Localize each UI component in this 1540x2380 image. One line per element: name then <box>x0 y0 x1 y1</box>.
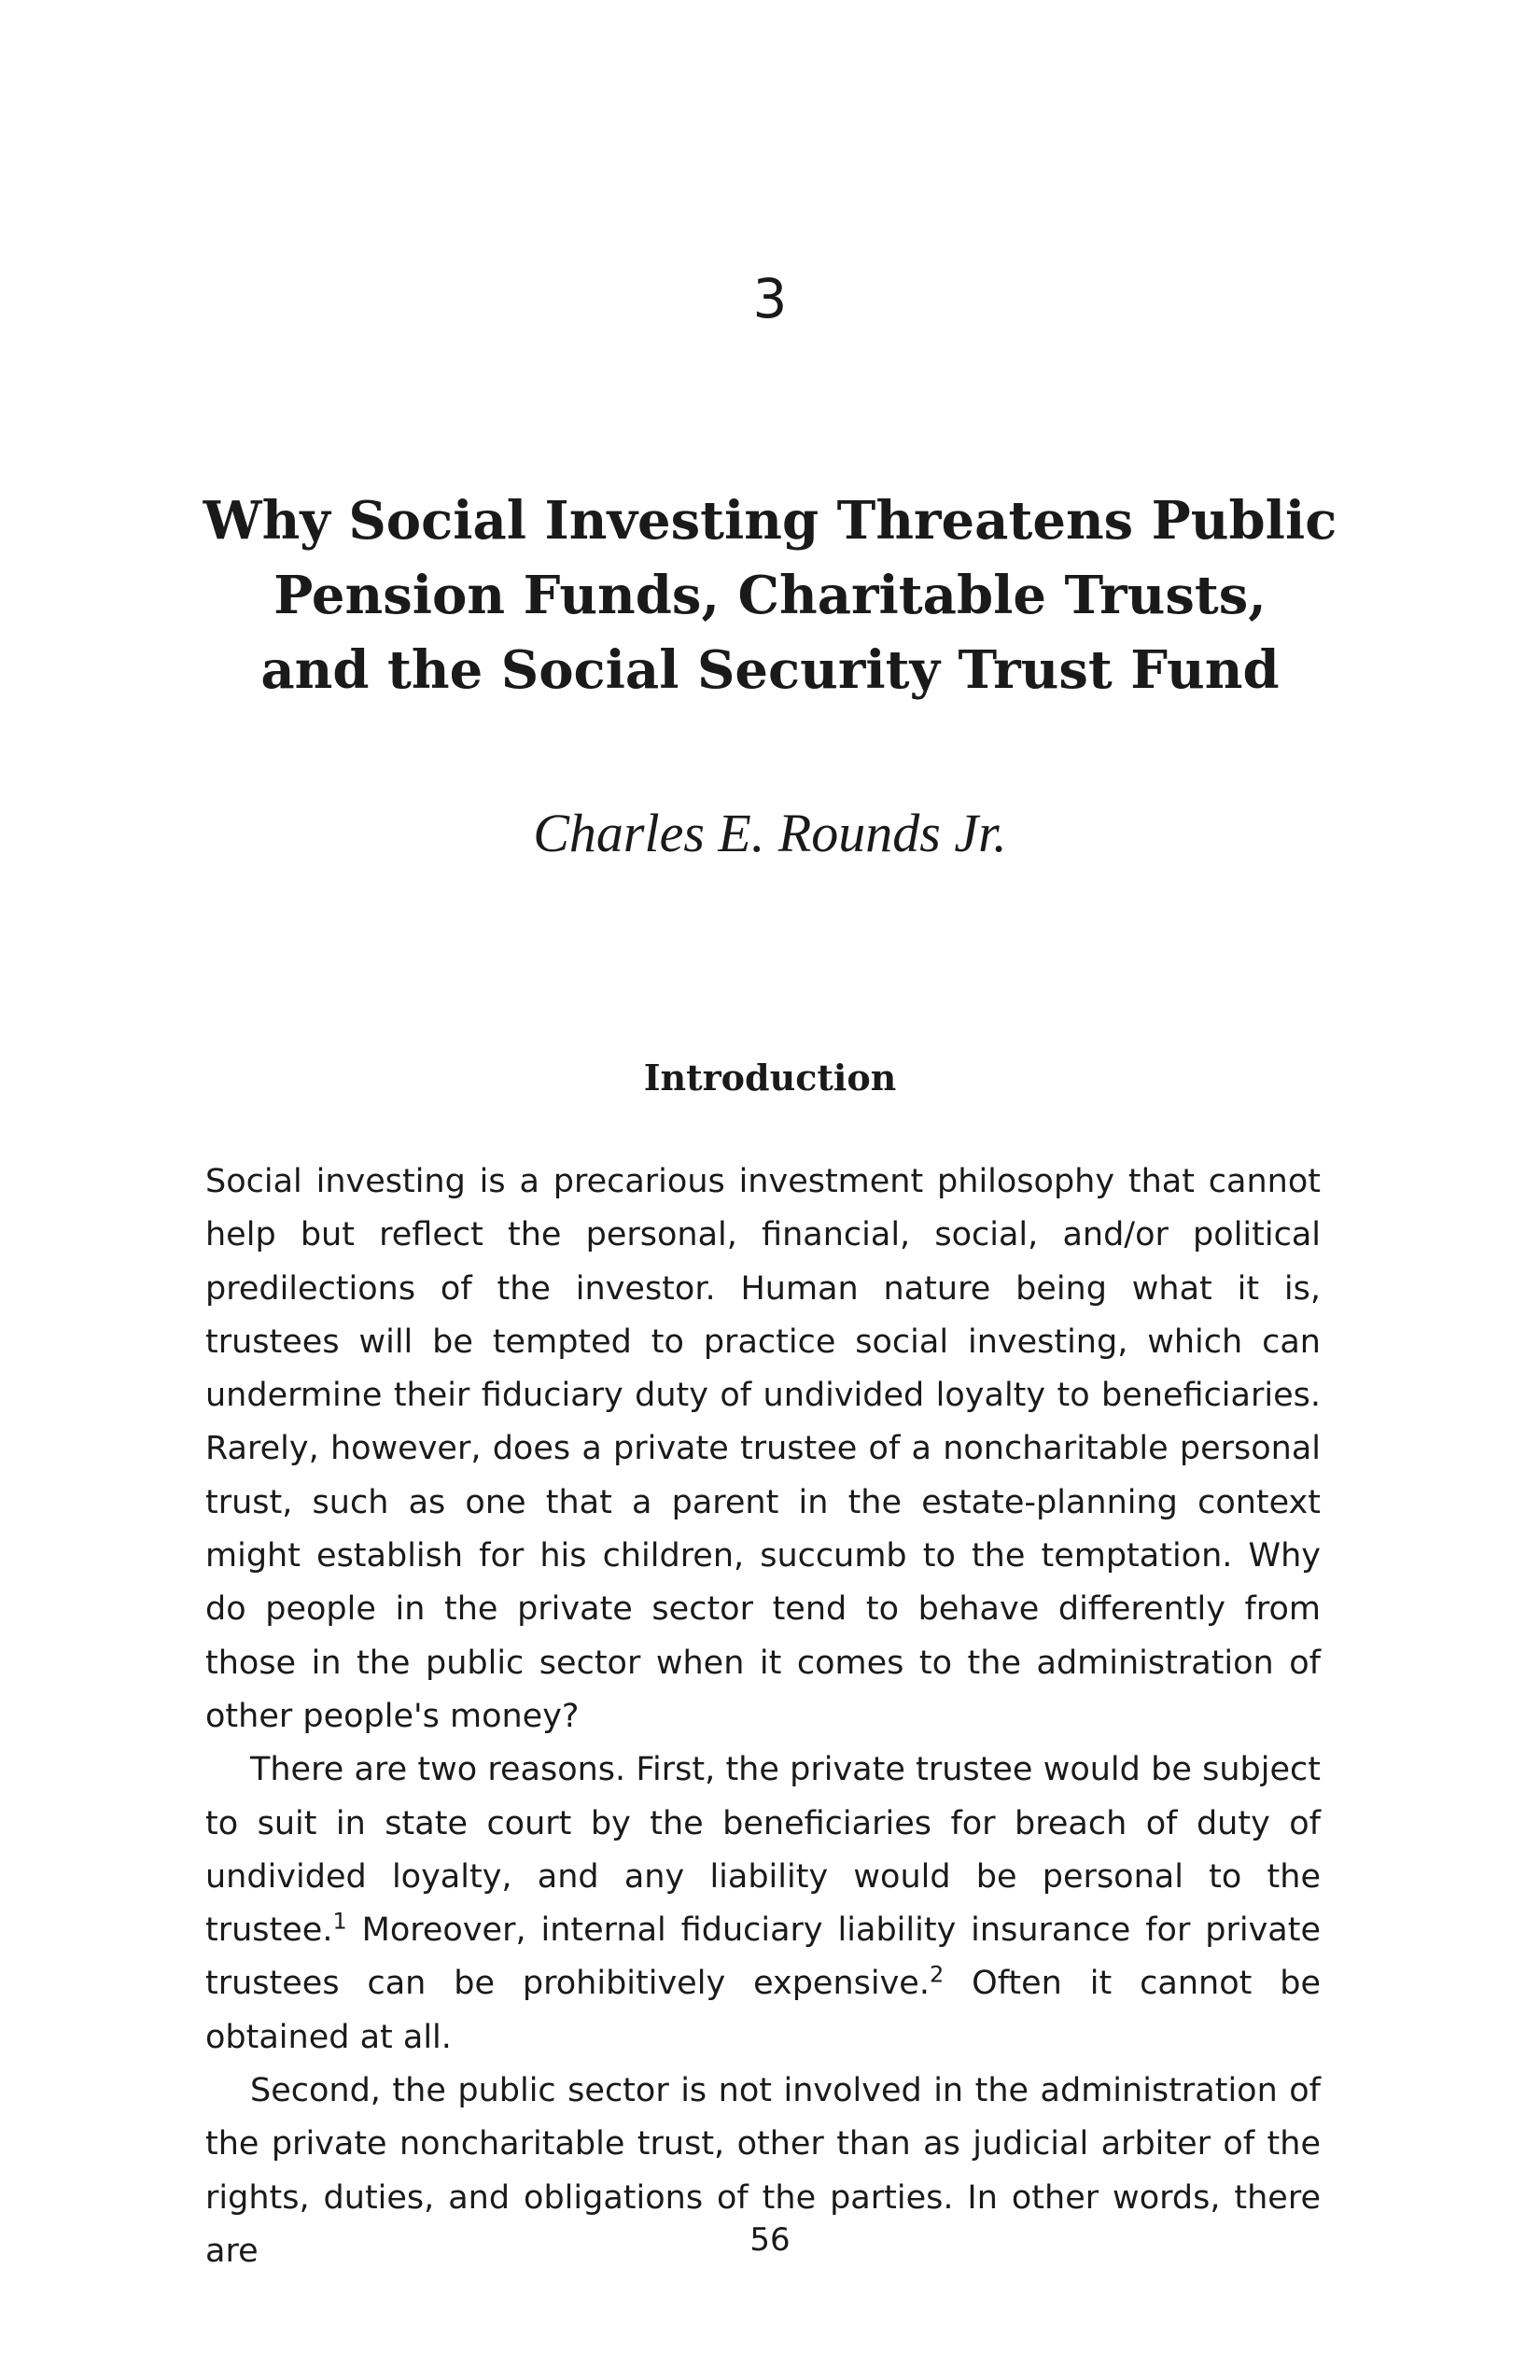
footnote-reference: 1 <box>332 1908 347 1935</box>
paragraph: Second, the public sector is not involved in the administration of the private noncharitable trust, other than as judicial arbiter of the rights, duties, and obligations of the parties. In other words, there are <box>205 2072 1321 2270</box>
chapter-title-line: Pension Funds, Charitable Trusts, <box>273 565 1267 626</box>
paragraph-text: There are two reasons. First, the private trustee would be subject to suit in state court by the beneficiaries for breach of duty of undivided loyalty, and any liability would be personal to the trustee. <box>205 1751 1321 1950</box>
paragraph-text: Moreover, internal fiduciary liability insurance for private trustees can be prohibitively expensive. <box>205 1911 1321 2003</box>
section-heading: Introduction <box>643 1057 897 1099</box>
page-number: 56 <box>749 2221 791 2259</box>
chapter-title <box>112 483 1428 707</box>
body-text <box>205 1155 1321 2278</box>
chapter-number: 3 <box>752 267 788 330</box>
chapter-title-line: Why Social Investing Threatens Public <box>203 490 1337 552</box>
footnote-reference: 2 <box>929 1961 945 1988</box>
chapter-title-line: and the Social Security Trust Fund <box>260 639 1280 701</box>
paragraph: Social investing is a precarious investment philosophy that cannot help but reflect the personal, financial, social, and/or political predilections of the investor. Human nature being what it is, trustees will be tempted to practice social investing, which can undermine their fiduciary duty of undivided loyalty to beneficiaries. Rarely, however, does a private trustee of a noncharitable personal trust, such as one that a parent in the estate-planning context might establish for his children, succumb to the temptation. Why do people in the private sector tend to behave differently from those in the public sector when it comes to the administration of other people's money? <box>205 1163 1321 1735</box>
paragraph-text: Often it cannot be obtained at all. <box>205 1965 1321 2056</box>
author-name: Charles E. Rounds Jr. <box>533 803 1007 863</box>
paragraph <box>205 1743 1321 2065</box>
